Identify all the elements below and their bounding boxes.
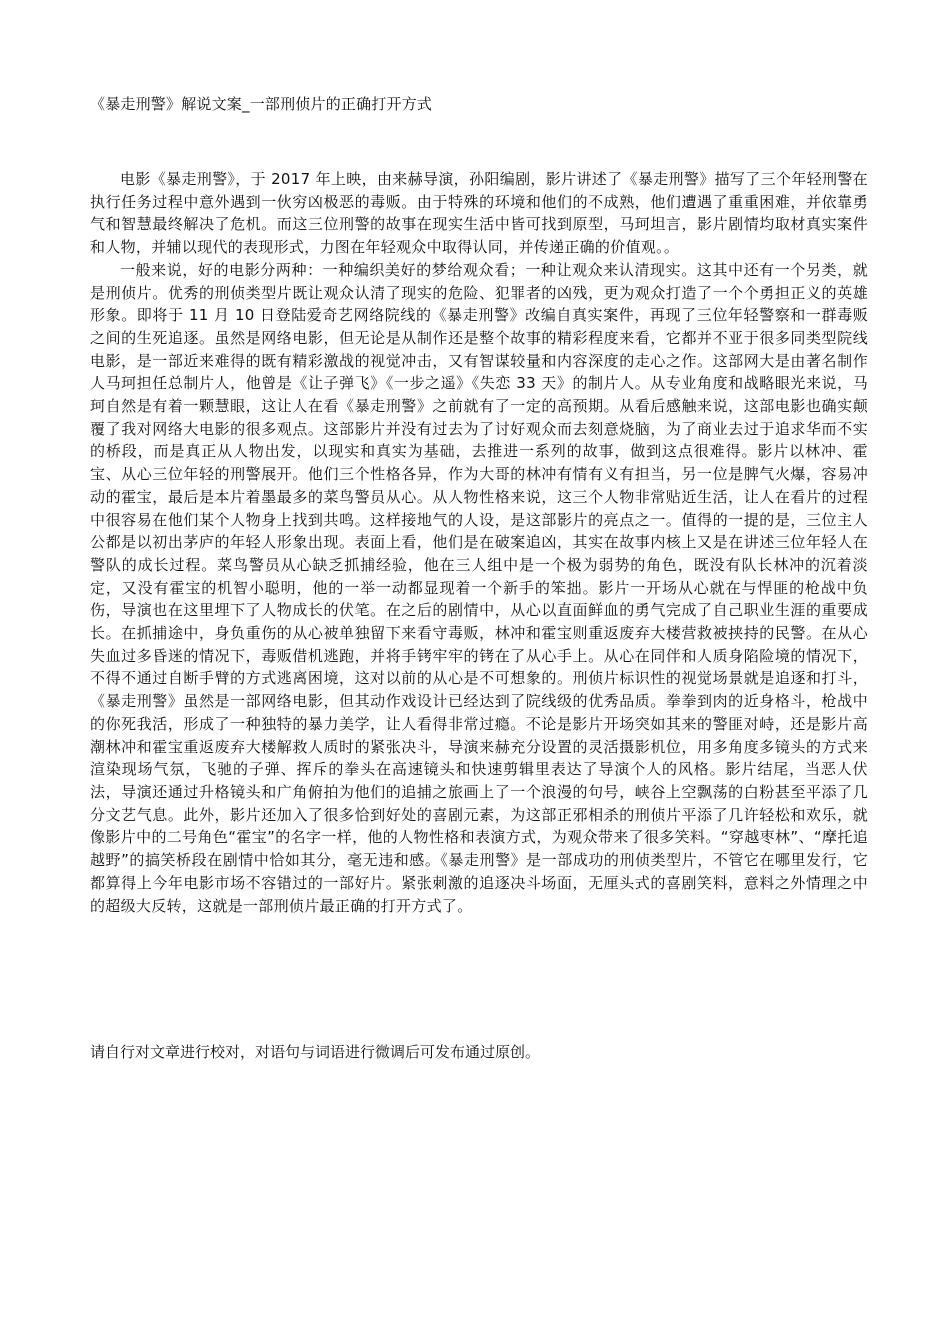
footer-note: 请自行对文章进行校对，对语句与词语进行微调后可发布通过原创。 xyxy=(90,1043,541,1061)
paragraph-review: 一般来说，好的电影分两种：一种编织美好的梦给观众看；一种让观众来认清现实。这其中还有一个另类，就是刑侦片。优秀的刑侦类型片既让观众认清了现实的危险、犯罪者的凶残，更为观众打造了一个个勇担正义的英雄形象。即将于 11 月 10 日登陆爱奇艺网络院线的《暴走刑警》改编自真实案件，再现了三位年轻警察和一群毒贩之间的生死追逐。虽然是网络电影，但无论是从制作还是整个故事的精彩程度来看，它都并不亚于很多同类型院线电影，是一部近来难得的既有精彩激战的视觉冲击，又有智谋较量和内容深度的走心之作。这部网大是由著名制作人马珂担任总制片人，他曾是《让子弹飞》《一步之遥》《失恋 33 天》的制片人。从专业角度和战略眼光来说，马珂自然是有着一颗慧眼，这让人在看《暴走刑警》之前就有了一定的高预期。从看后感触来说，这部电影也确实颠覆了我对网络大电影的很多观点。这部影片并没有过去为了讨好观众而去刻意烧脑，为了商业去过于追求华而不实的桥段，而是真正从人物出发，以现实和真实为基础，去推进一系列的故事，做到这点很难得。影片以林冲、霍宝、从心三位年轻的刑警展开。他们三个性格各异，作为大哥的林冲有情有义有担当，另一位是脾气火爆，容易冲动的霍宝，最后是本片着墨最多的菜鸟警员从心。从人物性格来说，这三个人物非常贴近生活，让人在看片的过程中很容易在他们某个人物身上找到共鸣。这样接地气的人设，是这部影片的亮点之一。值得的一提的是，三位主人公都是以初出茅庐的年轻人形象出现。表面上看，他们是在破案追凶，其实在故事内核上又是在讲述三位年轻人在警队的成长过程。菜鸟警员从心缺乏抓捕经验，他在三人组中是一个极为弱势的角色，既没有队长林冲的沉着淡定，又没有霍宝的机智小聪明，他的一举一动都显现着一个新手的笨拙。影片一开场从心就在与悍匪的枪战中负伤，导演也在这里埋下了人物成长的伏笔。在之后的剧情中，从心以直面鲜血的勇气完成了自己职业生涯的重要成长。在抓捕途中，身负重伤的从心被单独留下来看守毒贩，林冲和霍宝则重返废弃大楼营救被挟持的民警。在从心失血过多昏迷的情况下，毒贩借机逃跑，并将手铐牢牢的铐在了从心手上。从心在同伴和人质身陷险境的情况下，不得不通过自断手臂的方式逃离困境，这对以前的从心是不可想象的。刑侦片标识性的视觉场景就是追逐和打斗，《暴走刑警》虽然是一部网络电影，但其动作戏设计已经达到了院线级的优秀品质。拳拳到肉的近身格斗，枪战中的你死我活，形成了一种独特的暴力美学，让人看得非常过瘾。不论是影片开场突如其来的警匪对峙，还是影片高潮林冲和霍宝重返废弃大楼解救人质时的紧张决斗，导演来赫充分设置的灵活摄影机位，用多角度多镜头的方式来渲染现场气氛，飞驰的子弹、挥斥的拳头在高速镜头和快速剪辑里表达了导演个人的风格。影片结尾，当恶人伏法，导演还通过升格镜头和广角俯拍为他们的追捕之旅画上了一个浪漫的句号，峡谷上空飘荡的白粉甚至平添了几分文艺气息。此外，影片还加入了很多恰到好处的喜剧元素，为这部正邪相杀的刑侦片平添了几许轻松和欢乐，就像影片中的二号角色“霍宝”的名字一样，他的人物性格和表演方式，为观众带来了很多笑料。“穿越枣林”、“摩托追越野”的搞笑桥段在剧情中恰如其分，毫无违和感。《暴走刑警》是一部成功的刑侦类型片，不管它在哪里发行，它都算得上今年电影市场不容错过的一部好片。紧张刺激的追逐决斗场面，无厘头式的喜剧笑料，意料之外情理之中的超级大反转，这就是一部刑侦片最正确的打开方式了。 xyxy=(90,260,868,915)
article-body xyxy=(90,168,868,917)
paragraph-intro: 电影《暴走刑警》，于 2017 年上映，由来赫导演，孙阳编剧，影片讲述了《暴走刑警》描写了三个年轻刑警在执行任务过程中意外遇到一伙穷凶极恶的毒贩。由于特殊的环境和他们的不成熟，他们遭遇了重重困难，并依靠勇气和智慧最终解决了危机。而这三位刑警的故事在现实生活中皆可找到原型，马珂坦言，影片剧情均取材真实案件和人物，并辅以现代的表现形式，力图在年轻观众中取得认同，并传递正确的价值观。。 xyxy=(90,170,868,257)
document-page xyxy=(90,94,868,917)
document-title: 《暴走刑警》解说文案_一部刑侦片的正确打开方式 xyxy=(90,95,433,113)
